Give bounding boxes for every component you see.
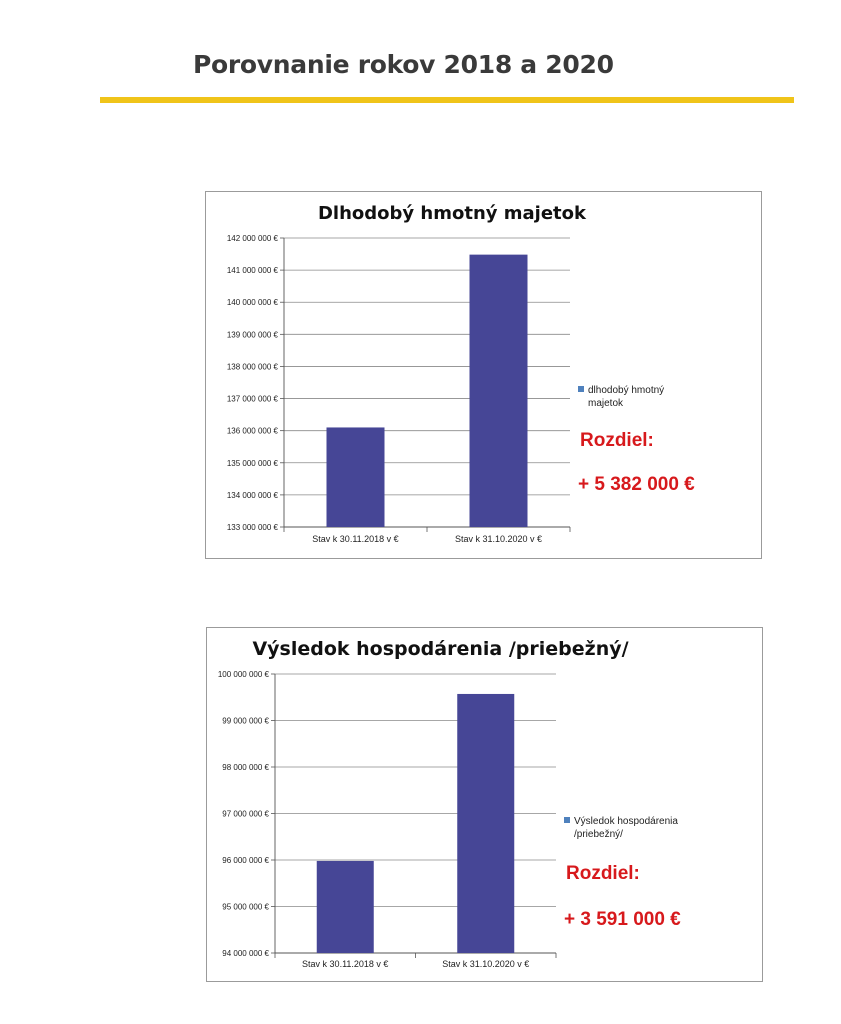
y-tick-label: 140 000 000 € (226, 298, 278, 308)
chart-dlhodoby-hmotny-majetok (205, 191, 762, 559)
legend-label: Výsledok hospodárenia (574, 816, 678, 827)
y-tick-label: 95 000 000 € (222, 902, 269, 912)
x-category-label: Stav k 31.10.2020 v € (454, 534, 543, 544)
y-tick-label: 142 000 000 € (226, 234, 278, 243)
y-tick-label: 94 000 000 € (222, 949, 269, 958)
y-tick-label: 134 000 000 € (226, 490, 278, 500)
legend-label: /priebežný/ (574, 829, 623, 840)
difference-value: + 5 382 000 € (578, 474, 695, 495)
chart-title: Dlhodobý hmotný majetok (317, 203, 587, 224)
bar (470, 255, 528, 527)
chart-vysledok-hospodarenia (206, 627, 763, 982)
y-tick-label: 133 000 000 € (226, 523, 278, 532)
bar (457, 694, 514, 953)
page-title: Porovnanie rokov 2018 a 2020 (193, 50, 614, 79)
y-tick-label: 97 000 000 € (222, 809, 269, 819)
y-tick-label: 96 000 000 € (222, 856, 269, 865)
y-tick-label: 100 000 000 € (217, 670, 269, 679)
legend-swatch (578, 386, 584, 392)
y-tick-label: 139 000 000 € (226, 330, 278, 340)
difference-label: Rozdiel: (566, 863, 640, 884)
difference-label: Rozdiel: (580, 430, 654, 451)
chart-title: Výsledok hospodárenia /priebežný/ (252, 638, 629, 660)
y-tick-label: 141 000 000 € (226, 266, 278, 276)
y-tick-label: 136 000 000 € (226, 426, 278, 436)
x-category-label: Stav k 30.11.2018 v € (312, 534, 399, 544)
bar (317, 861, 374, 953)
legend-label: dlhodobý hmotný (588, 385, 665, 396)
y-tick-label: 98 000 000 € (222, 763, 269, 772)
y-tick-label: 137 000 000 € (226, 394, 278, 404)
chart-canvas (207, 628, 762, 981)
x-category-label: Stav k 30.11.2018 v € (302, 959, 389, 969)
legend-swatch (564, 817, 570, 823)
y-tick-label: 138 000 000 € (226, 362, 278, 372)
bar (327, 427, 385, 527)
x-category-label: Stav k 31.10.2020 v € (442, 959, 530, 969)
title-underline (100, 97, 794, 103)
legend-label: majetok (588, 398, 624, 409)
difference-value: + 3 591 000 € (564, 909, 681, 930)
y-tick-label: 99 000 000 € (222, 716, 269, 726)
y-tick-label: 135 000 000 € (226, 458, 278, 468)
chart-canvas (206, 192, 761, 558)
